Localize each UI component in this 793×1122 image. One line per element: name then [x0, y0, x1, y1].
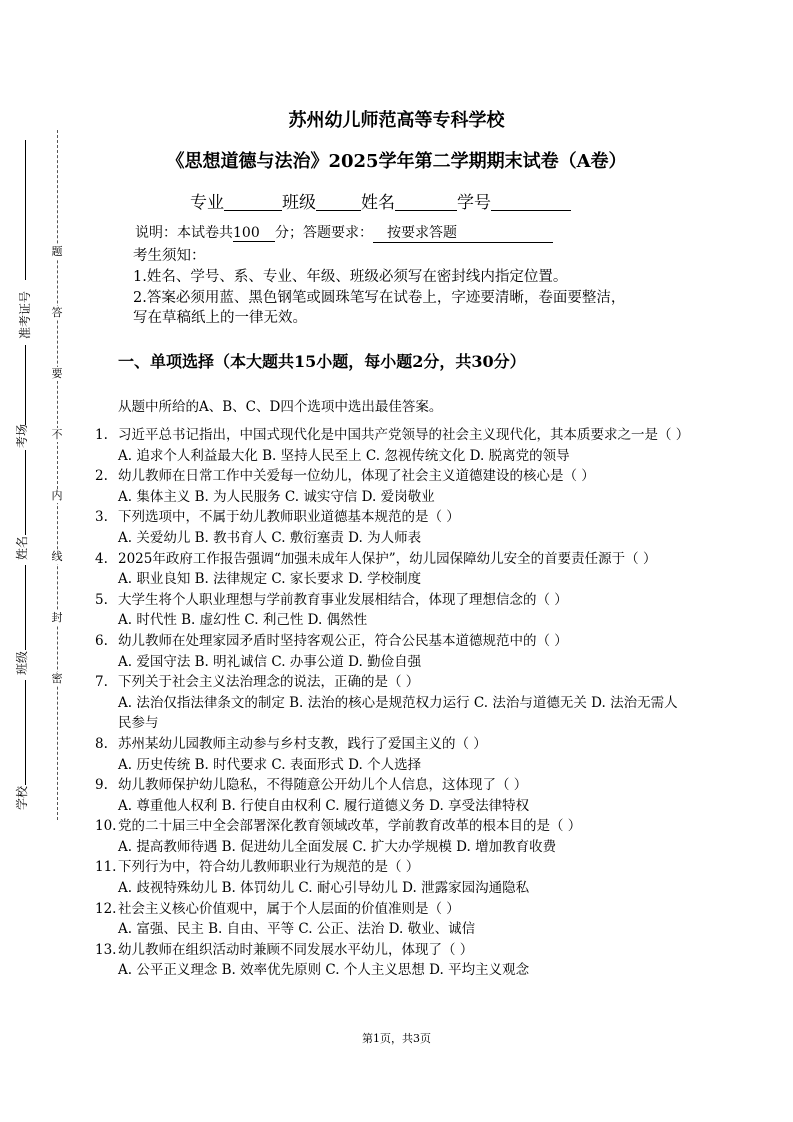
notice-item-2-continued: 写在草稿纸上的一律无效。 [133, 310, 307, 326]
question-number: 2. [95, 468, 108, 485]
side-label-class: 班级 [15, 650, 29, 675]
question-item [95, 857, 685, 898]
question-stem: 幼儿教师保护幼儿隐私，不得随意公开幼儿个人信息，这体现了（ ） [118, 777, 528, 794]
question-number: 5. [95, 591, 108, 608]
seal-word: 题 [51, 245, 63, 258]
question-stem: 大学生将个人职业理想与学前教育事业发展相结合，体现了理想信念的（ ） [118, 591, 568, 608]
student-info-row [190, 188, 571, 213]
seal-word: 答 [51, 306, 63, 319]
question-options: A. 法治仅指法律条文的制定 B. 法治的核心是规范权力运行 C. 法治与道德无关 D. 法治无需人民参与 [118, 694, 678, 732]
seal-word: 密 [51, 672, 63, 685]
question-number: 6. [95, 632, 108, 649]
question-item [95, 775, 685, 816]
question-options: A. 时代性 B. 虚幻性 C. 利己性 D. 偶然性 [118, 612, 368, 629]
question-options: A. 职业良知 B. 法律规定 C. 家长要求 D. 学校制度 [118, 571, 422, 588]
question-item [95, 899, 685, 940]
notice-item-2: 2.答案必须用蓝、黑色钢笔或圆珠笔写在试卷上，字迹要清晰，卷面要整洁， [133, 290, 626, 306]
seal-word: 要 [51, 367, 63, 380]
question-item [95, 631, 685, 672]
class-label: 班级 [282, 193, 316, 213]
question-options: A. 歧视特殊幼儿 B. 体罚幼儿 C. 耐心引导幼儿 D. 泄露家园沟通隐私 [118, 880, 530, 897]
class-field[interactable] [316, 192, 361, 211]
question-stem: 幼儿教师在日常工作中关爱每一位幼儿，体现了社会主义道德建设的核心是（ ） [118, 468, 595, 485]
name-line[interactable] [25, 450, 26, 535]
student-id-label: 学号 [457, 193, 491, 213]
seal-word: 内 [51, 489, 63, 502]
seal-word: 封 [51, 611, 63, 624]
name-label: 姓名 [361, 193, 395, 213]
question-stem: 党的二十届三中全会部署深化教育领域改革，学前教育改革的根本目的是（ ） [118, 818, 582, 835]
question-stem: 下列关于社会主义法治理念的说法，正确的是（ ） [118, 674, 420, 691]
seal-word: 不 [51, 428, 63, 441]
question-item [95, 672, 685, 734]
question-options: A. 集体主义 B. 为人民服务 C. 诚实守信 D. 爱岗敬业 [118, 488, 435, 505]
question-item [95, 466, 685, 507]
side-label-school: 学校 [15, 785, 29, 810]
question-options: A. 提高教师待遇 B. 促进幼儿全面发展 C. 扩大办学规模 D. 增加教育收费 [118, 838, 557, 855]
instruction-prefix: 说明：本试卷共 [135, 225, 233, 241]
question-number: 8. [95, 735, 108, 752]
question-stem: 幼儿教师在组织活动时兼顾不同发展水平幼儿，体现了（ ） [118, 941, 474, 958]
question-item [95, 425, 690, 466]
question-number: 7. [95, 674, 108, 691]
question-stem: 2025年政府工作报告强调“加强未成年人保护”，幼儿园保障幼儿安全的首要责任源于（ ） [118, 550, 657, 567]
seal-word: 线 [51, 550, 63, 563]
question-number: 12. [95, 900, 117, 917]
answer-requirement: 按要求答题 [373, 222, 553, 243]
question-item [95, 590, 685, 631]
school-line[interactable] [25, 680, 26, 785]
exam-instructions [135, 222, 553, 243]
instruction-middle: 分；答题要求： [275, 225, 373, 241]
side-label-name: 姓名 [15, 535, 29, 560]
question-number: 9. [95, 777, 108, 794]
section-title: 一、单项选择（本大题共15小题，每小题2分，共30分） [118, 352, 526, 371]
question-options: A. 富强、民主 B. 自由、平等 C. 公正、法治 D. 敬业、诚信 [118, 921, 476, 938]
question-list [95, 425, 690, 981]
question-options: A. 尊重他人权利 B. 行使自由权利 C. 履行道德义务 D. 享受法律特权 [118, 797, 530, 814]
question-number: 3. [95, 509, 108, 526]
question-stem: 习近平总书记指出，中国式现代化是中国共产党领导的社会主义现代化，其本质要求之一是（ ） [118, 427, 690, 443]
question-item [95, 816, 685, 857]
exam-room-line[interactable] [25, 345, 26, 425]
question-number: 4. [95, 550, 108, 567]
question-stem: 幼儿教师在处理家园矛盾时坚持客观公正，符合公民基本道德规范中的（ ） [118, 632, 568, 649]
question-number: 13. [95, 941, 117, 958]
page-number: 第1页，共3页 [362, 1032, 431, 1045]
question-options: A. 追求个人利益最大化 B. 坚持人民至上 C. 忽视传统文化 D. 脱离党的领导 [118, 447, 570, 464]
question-item [95, 940, 685, 981]
question-number: 10. [95, 818, 117, 835]
question-options: A. 关爱幼儿 B. 教书育人 C. 敷衍塞责 D. 为人师表 [118, 529, 422, 546]
class-line[interactable] [25, 565, 26, 650]
exam-title: 《思想道德与法治》2025学年第二学期期末试卷（A卷） [166, 151, 627, 172]
question-item [95, 734, 685, 775]
question-options: A. 公平正义理念 B. 效率优先原则 C. 个人主义思想 D. 平均主义观念 [118, 962, 530, 979]
question-stem: 苏州某幼儿园教师主动参与乡村支教，践行了爱国主义的（ ） [118, 735, 487, 752]
question-item [95, 507, 685, 548]
seal-line [57, 130, 58, 820]
section-instruction: 从题中所给的A、B、C、D四个选项中选出最佳答案。 [118, 399, 443, 415]
notice-title: 考生须知： [133, 248, 206, 264]
student-id-field[interactable] [491, 192, 571, 211]
side-label-exam-room: 考场 [15, 423, 29, 448]
question-stem: 下列选项中，不属于幼儿教师职业道德基本规范的是（ ） [118, 509, 460, 526]
question-stem: 下列行为中，符合幼儿教师职业行为规范的是（ ） [118, 859, 420, 876]
question-stem: 社会主义核心价值观中，属于个人层面的价值准则是（ ） [118, 900, 460, 917]
major-label: 专业 [190, 193, 224, 213]
side-label-exam-id: 准考证号 [18, 291, 32, 340]
school-name: 苏州幼儿师范高等专科学校 [288, 110, 505, 131]
question-options: A. 爱国守法 B. 明礼诚信 C. 办事公道 D. 勤俭自强 [118, 653, 422, 670]
question-number: 11. [95, 859, 117, 876]
major-field[interactable] [224, 192, 282, 211]
question-number: 1. [95, 427, 108, 443]
name-field[interactable] [395, 192, 457, 211]
question-item [95, 549, 685, 590]
notice-item-1: 1.姓名、学号、系、专业、年级、班级必须写在密封线内指定位置。 [133, 269, 568, 285]
total-score: 100 [233, 225, 275, 242]
question-options: A. 历史传统 B. 时代要求 C. 表面形式 D. 个人选择 [118, 756, 422, 773]
